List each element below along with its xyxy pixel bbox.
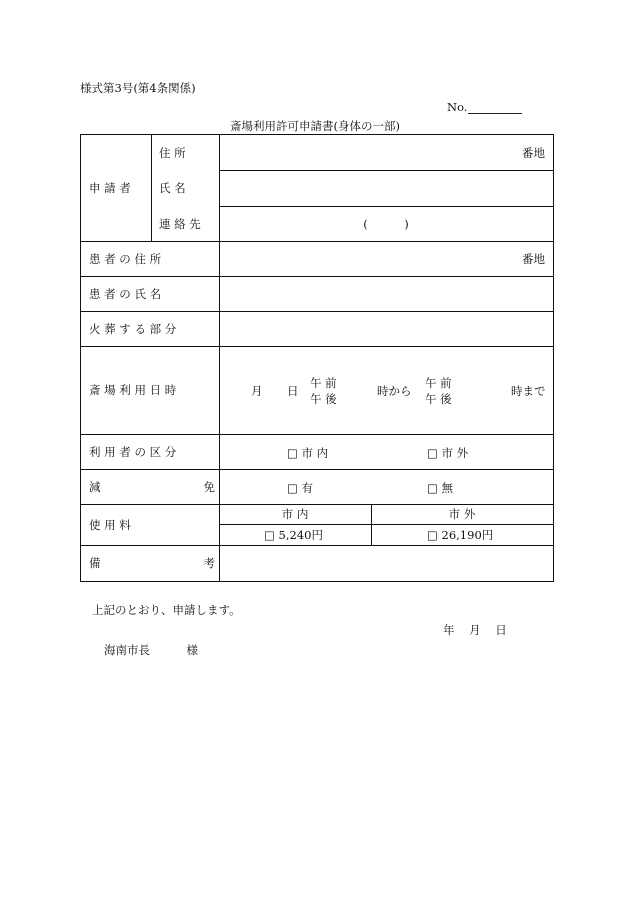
usage-day: 日: [287, 384, 299, 398]
applicant-contact-field[interactable]: [227, 206, 545, 241]
user-category-city-checkbox[interactable]: □ 市 内: [287, 446, 329, 460]
remarks-label-left: 備: [89, 556, 101, 570]
usage-pm-start[interactable]: 午 後: [310, 392, 337, 406]
patient-address-suffix: 番地: [522, 251, 545, 266]
usage-datetime-label: 斎 場 利 用 日 時: [89, 383, 177, 397]
applicant-contact-paren: ( ): [363, 216, 409, 231]
application-date[interactable]: 年 月 日: [443, 623, 507, 637]
application-table: [80, 134, 554, 582]
usage-month: 月: [251, 384, 263, 398]
user-category-outside-checkbox[interactable]: □ 市 外: [427, 446, 469, 460]
exemption-yes-checkbox[interactable]: □ 有: [287, 481, 314, 495]
cremation-part-field[interactable]: [227, 311, 545, 346]
exemption-no-checkbox[interactable]: □ 無: [427, 481, 454, 495]
patient-name-label: 患 者 の 氏 名: [89, 286, 162, 301]
usage-until-hour: 時まで: [511, 384, 546, 398]
usage-fee-label: 使 用 料: [89, 517, 131, 532]
application-statement: 上記のとおり、申請します。: [92, 603, 241, 617]
form-title: 斎場利用許可申請書(身体の一部): [230, 119, 400, 133]
usage-am-end[interactable]: 午 前: [425, 376, 452, 390]
remarks-field[interactable]: [227, 545, 545, 581]
applicant-group-label: 申 請 者: [89, 181, 131, 195]
applicant-name-label: 氏 名: [159, 181, 186, 195]
applicant-address-label: 住 所: [159, 145, 186, 160]
fee-city-header: 市 内: [281, 507, 309, 521]
exemption-label: [89, 469, 215, 504]
patient-address-label: 患 者 の 住 所: [89, 251, 162, 266]
remarks-label: [89, 545, 215, 581]
usage-pm-end[interactable]: 午 後: [425, 392, 452, 406]
exemption-label-right: 免: [203, 479, 215, 494]
document-number-label: No.: [447, 100, 468, 114]
fee-outside-checkbox[interactable]: □ 26,190円: [427, 528, 494, 542]
user-category-label: 利 用 者 の 区 分: [89, 444, 177, 459]
applicant-contact-label: 連 絡 先: [159, 216, 201, 231]
exemption-label-left: 減: [89, 479, 101, 494]
document-number-field[interactable]: [468, 113, 522, 114]
patient-address-field[interactable]: [227, 241, 545, 276]
form-number: 様式第3号(第4条関係): [80, 81, 196, 95]
patient-name-field[interactable]: [227, 276, 545, 311]
usage-from-hour: 時から: [377, 384, 412, 398]
applicant-address-field[interactable]: [227, 135, 545, 170]
addressee: 海南市長 様: [104, 643, 199, 657]
fee-city-checkbox[interactable]: □ 5,240円: [264, 528, 323, 542]
cremation-part-label: 火 葬 す る 部 分: [89, 321, 177, 336]
remarks-label-right: 考: [203, 556, 215, 570]
applicant-address-suffix: 番地: [522, 145, 545, 160]
usage-am-start[interactable]: 午 前: [310, 376, 337, 390]
fee-outside-header: 市 外: [448, 507, 476, 521]
applicant-name-field[interactable]: [227, 170, 545, 206]
